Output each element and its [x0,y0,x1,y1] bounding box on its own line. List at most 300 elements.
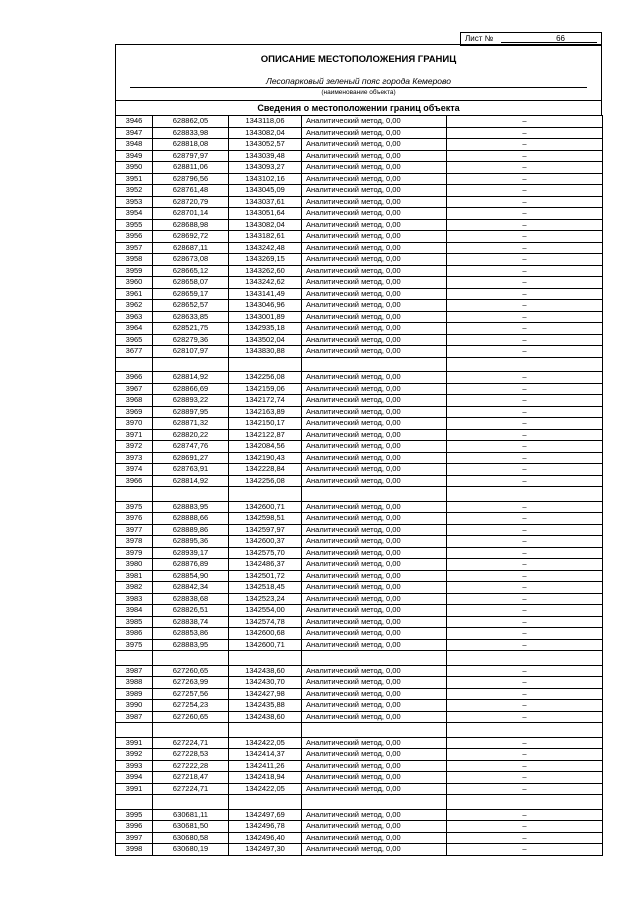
x-coordinate-cell: 628763,91 [153,464,229,476]
y-coordinate-cell: 1343182,61 [229,231,302,243]
method-cell: Аналитический метод, 0,00 [302,464,447,476]
table-row [116,418,603,430]
y-coordinate-cell: 1343082,04 [229,219,302,231]
table-row [116,593,603,605]
method-cell: Аналитический метод, 0,00 [302,162,447,174]
x-coordinate-cell: 627260,65 [153,665,229,677]
method-cell: Аналитический метод, 0,00 [302,311,447,323]
y-coordinate-cell: 1342422,05 [229,737,302,749]
table-row [116,547,603,559]
x-coordinate-cell: 627260,65 [153,711,229,723]
coordinates-table [115,115,603,856]
method-cell: Аналитический метод, 0,00 [302,231,447,243]
point-number-cell: 3995 [116,809,153,821]
y-coordinate-cell: 1342600,68 [229,628,302,640]
remark-cell: – [447,173,603,185]
x-coordinate-cell: 628897,95 [153,406,229,418]
y-coordinate-cell: 1343242,62 [229,277,302,289]
y-coordinate-cell: 1342256,08 [229,372,302,384]
method-cell: Аналитический метод, 0,00 [302,116,447,128]
point-number-cell: 3953 [116,196,153,208]
x-coordinate-cell: 628853,86 [153,628,229,640]
x-coordinate-cell: 628687,11 [153,242,229,254]
table-row [116,513,603,525]
remark-cell: – [447,395,603,407]
x-coordinate-cell: 627224,71 [153,783,229,795]
y-coordinate-cell: 1342935,18 [229,323,302,335]
remark-cell: – [447,242,603,254]
method-cell [302,651,447,666]
table-row [116,677,603,689]
method-cell: Аналитический метод, 0,00 [302,677,447,689]
point-number-cell: 3960 [116,277,153,289]
method-cell: Аналитический метод, 0,00 [302,429,447,441]
point-number-cell: 3967 [116,383,153,395]
table-row [116,559,603,571]
method-cell: Аналитический метод, 0,00 [302,323,447,335]
y-coordinate-cell: 1343262,60 [229,265,302,277]
y-coordinate-cell: 1343102,16 [229,173,302,185]
point-number-cell: 3947 [116,127,153,139]
table-row [116,711,603,723]
method-cell: Аналитический метод, 0,00 [302,772,447,784]
method-cell: Аналитический метод, 0,00 [302,593,447,605]
remark-cell: – [447,677,603,689]
remark-cell: – [447,593,603,605]
table-row [116,570,603,582]
y-coordinate-cell: 1343093,27 [229,162,302,174]
point-number-cell: 3972 [116,441,153,453]
x-coordinate-cell: 628673,08 [153,254,229,266]
method-cell: Аналитический метод, 0,00 [302,265,447,277]
x-coordinate-cell: 628720,79 [153,196,229,208]
y-coordinate-cell: 1342600,71 [229,639,302,651]
x-coordinate-cell [153,357,229,372]
point-number-cell [116,723,153,738]
x-coordinate-cell: 628665,12 [153,265,229,277]
method-cell: Аналитический метод, 0,00 [302,452,447,464]
x-coordinate-cell: 628826,51 [153,605,229,617]
table-row [116,760,603,772]
table-row [116,196,603,208]
method-cell: Аналитический метод, 0,00 [302,605,447,617]
table-row [116,475,603,487]
x-coordinate-cell: 628883,95 [153,501,229,513]
remark-cell: – [447,616,603,628]
separator-row [116,723,603,738]
point-number-cell: 3983 [116,593,153,605]
y-coordinate-cell: 1342172,74 [229,395,302,407]
x-coordinate-cell [153,487,229,502]
point-number-cell: 3955 [116,219,153,231]
point-number-cell [116,651,153,666]
remark-cell: – [447,772,603,784]
x-coordinate-cell: 630680,19 [153,844,229,856]
table-row [116,300,603,312]
remark-cell: – [447,783,603,795]
x-coordinate-cell: 628701,14 [153,208,229,220]
remark-cell [447,357,603,372]
remark-cell: – [447,605,603,617]
method-cell [302,723,447,738]
x-coordinate-cell: 627222,28 [153,760,229,772]
point-number-cell: 3991 [116,737,153,749]
point-number-cell: 3961 [116,288,153,300]
remark-cell [447,651,603,666]
point-number-cell: 3957 [116,242,153,254]
x-coordinate-cell: 628866,69 [153,383,229,395]
y-coordinate-cell: 1342600,37 [229,536,302,548]
remark-cell [447,723,603,738]
table-row [116,783,603,795]
point-number-cell: 3988 [116,677,153,689]
sheet-number-underline [501,42,597,43]
table-row [116,429,603,441]
method-cell: Аналитический метод, 0,00 [302,346,447,358]
x-coordinate-cell: 628814,92 [153,372,229,384]
y-coordinate-cell: 1343269,15 [229,254,302,266]
method-cell: Аналитический метод, 0,00 [302,749,447,761]
x-coordinate-cell: 630680,58 [153,832,229,844]
table-row [116,277,603,289]
method-cell: Аналитический метод, 0,00 [302,173,447,185]
remark-cell: – [447,429,603,441]
y-coordinate-cell: 1343001,89 [229,311,302,323]
x-coordinate-cell: 627254,23 [153,700,229,712]
y-coordinate-cell: 1342190,43 [229,452,302,464]
point-number-cell: 3952 [116,185,153,197]
x-coordinate-cell: 627257,56 [153,688,229,700]
method-cell: Аналитический метод, 0,00 [302,760,447,772]
remark-cell [447,487,603,502]
y-coordinate-cell: 1343242,48 [229,242,302,254]
remark-cell: – [447,665,603,677]
remark-cell: – [447,277,603,289]
separator-row [116,795,603,810]
x-coordinate-cell: 628633,85 [153,311,229,323]
point-number-cell: 3975 [116,501,153,513]
y-coordinate-cell: 1342150,17 [229,418,302,430]
method-cell: Аналитический метод, 0,00 [302,809,447,821]
x-coordinate-cell [153,795,229,810]
method-cell: Аналитический метод, 0,00 [302,395,447,407]
x-coordinate-cell: 628688,98 [153,219,229,231]
method-cell: Аналитический метод, 0,00 [302,288,447,300]
table-row [116,665,603,677]
table-row [116,464,603,476]
x-coordinate-cell: 628854,90 [153,570,229,582]
x-coordinate-cell [153,651,229,666]
remark-cell: – [447,737,603,749]
method-cell: Аналитический метод, 0,00 [302,536,447,548]
remark-cell: – [447,311,603,323]
y-coordinate-cell: 1342501,72 [229,570,302,582]
y-coordinate-cell [229,487,302,502]
table-row [116,346,603,358]
y-coordinate-cell: 1342438,60 [229,665,302,677]
remark-cell: – [447,162,603,174]
remark-cell: – [447,844,603,856]
table-row [116,139,603,151]
y-coordinate-cell: 1343046,96 [229,300,302,312]
table-row [116,582,603,594]
point-number-cell: 3970 [116,418,153,430]
method-cell: Аналитический метод, 0,00 [302,441,447,453]
remark-cell: – [447,582,603,594]
point-number-cell: 3979 [116,547,153,559]
point-number-cell: 3973 [116,452,153,464]
method-cell: Аналитический метод, 0,00 [302,254,447,266]
x-coordinate-cell: 628876,89 [153,559,229,571]
y-coordinate-cell: 1342418,94 [229,772,302,784]
y-coordinate-cell: 1342411,26 [229,760,302,772]
table-row [116,536,603,548]
method-cell: Аналитический метод, 0,00 [302,277,447,289]
sheet-number: 66 [556,34,565,43]
table-row [116,185,603,197]
y-coordinate-cell: 1343118,06 [229,116,302,128]
point-number-cell: 3964 [116,323,153,335]
remark-cell: – [447,536,603,548]
y-coordinate-cell: 1342122,87 [229,429,302,441]
x-coordinate-cell: 628521,75 [153,323,229,335]
x-coordinate-cell: 628838,74 [153,616,229,628]
point-number-cell: 3980 [116,559,153,571]
x-coordinate-cell: 628652,57 [153,300,229,312]
remark-cell: – [447,185,603,197]
remark-cell: – [447,760,603,772]
y-coordinate-cell: 1342497,69 [229,809,302,821]
table-row [116,265,603,277]
x-coordinate-cell: 630681,50 [153,821,229,833]
table-row [116,323,603,335]
remark-cell: – [447,406,603,418]
y-coordinate-cell: 1342486,37 [229,559,302,571]
table-row [116,452,603,464]
x-coordinate-cell: 627218,47 [153,772,229,784]
point-number-cell: 3981 [116,570,153,582]
table-row [116,231,603,243]
y-coordinate-cell: 1342496,40 [229,832,302,844]
table-row [116,383,603,395]
remark-cell: – [447,628,603,640]
remark-cell: – [447,700,603,712]
remark-cell: – [447,832,603,844]
method-cell: Аналитический метод, 0,00 [302,547,447,559]
point-number-cell: 3949 [116,150,153,162]
y-coordinate-cell: 1342256,08 [229,475,302,487]
remark-cell: – [447,323,603,335]
method-cell [302,357,447,372]
x-coordinate-cell [153,723,229,738]
point-number-cell: 3950 [116,162,153,174]
coordinates-table-body [116,116,603,856]
point-number-cell: 3989 [116,688,153,700]
y-coordinate-cell: 1343045,09 [229,185,302,197]
point-number-cell: 3959 [116,265,153,277]
document-header [115,44,602,101]
method-cell: Аналитический метод, 0,00 [302,501,447,513]
method-cell: Аналитический метод, 0,00 [302,139,447,151]
point-number-cell: 3965 [116,334,153,346]
table-row [116,162,603,174]
remark-cell: – [447,196,603,208]
table-row [116,700,603,712]
x-coordinate-cell: 628691,27 [153,452,229,464]
point-number-cell: 3954 [116,208,153,220]
x-coordinate-cell: 628895,36 [153,536,229,548]
x-coordinate-cell: 628811,06 [153,162,229,174]
x-coordinate-cell: 628862,05 [153,116,229,128]
remark-cell: – [447,749,603,761]
point-number-cell [116,487,153,502]
table-row [116,150,603,162]
method-cell [302,795,447,810]
point-number-cell: 3984 [116,605,153,617]
remark-cell: – [447,288,603,300]
x-coordinate-cell: 628814,92 [153,475,229,487]
point-number-cell [116,795,153,810]
separator-row [116,487,603,502]
y-coordinate-cell [229,651,302,666]
remark-cell: – [447,809,603,821]
section-title: Сведения о местоположении границ объекта [115,100,602,115]
point-number-cell: 3997 [116,832,153,844]
point-number-cell: 3946 [116,116,153,128]
y-coordinate-cell [229,723,302,738]
method-cell: Аналитический метод, 0,00 [302,821,447,833]
remark-cell: – [447,265,603,277]
point-number-cell: 3991 [116,783,153,795]
point-number-cell: 3975 [116,639,153,651]
table-row [116,639,603,651]
table-row [116,809,603,821]
x-coordinate-cell: 628833,98 [153,127,229,139]
remark-cell: – [447,547,603,559]
y-coordinate-cell: 1342414,37 [229,749,302,761]
remark-cell: – [447,219,603,231]
x-coordinate-cell: 628692,72 [153,231,229,243]
point-number-cell: 3986 [116,628,153,640]
y-coordinate-cell: 1342427,98 [229,688,302,700]
table-row [116,821,603,833]
table-row [116,749,603,761]
table-row [116,406,603,418]
y-coordinate-cell: 1343039,48 [229,150,302,162]
method-cell: Аналитический метод, 0,00 [302,513,447,525]
point-number-cell: 3987 [116,665,153,677]
y-coordinate-cell: 1342497,30 [229,844,302,856]
method-cell: Аналитический метод, 0,00 [302,475,447,487]
point-number-cell: 3998 [116,844,153,856]
point-number-cell: 3969 [116,406,153,418]
x-coordinate-cell: 628888,66 [153,513,229,525]
method-cell: Аналитический метод, 0,00 [302,196,447,208]
x-coordinate-cell: 628279,36 [153,334,229,346]
y-coordinate-cell: 1342435,88 [229,700,302,712]
x-coordinate-cell: 628659,17 [153,288,229,300]
point-number-cell: 3968 [116,395,153,407]
x-coordinate-cell: 630681,11 [153,809,229,821]
table-row [116,288,603,300]
method-cell: Аналитический метод, 0,00 [302,524,447,536]
x-coordinate-cell: 627263,99 [153,677,229,689]
point-number-cell: 3966 [116,372,153,384]
remark-cell: – [447,346,603,358]
point-number-cell: 3987 [116,711,153,723]
table-row [116,832,603,844]
table-row [116,311,603,323]
object-name-underline [130,87,587,88]
point-number-cell: 3958 [116,254,153,266]
y-coordinate-cell [229,795,302,810]
x-coordinate-cell: 628883,95 [153,639,229,651]
method-cell: Аналитический метод, 0,00 [302,639,447,651]
method-cell: Аналитический метод, 0,00 [302,700,447,712]
method-cell: Аналитический метод, 0,00 [302,582,447,594]
point-number-cell: 3963 [116,311,153,323]
method-cell: Аналитический метод, 0,00 [302,185,447,197]
separator-row [116,357,603,372]
table-row [116,688,603,700]
x-coordinate-cell: 627224,71 [153,737,229,749]
method-cell: Аналитический метод, 0,00 [302,665,447,677]
method-cell: Аналитический метод, 0,00 [302,334,447,346]
table-row [116,605,603,617]
remark-cell: – [447,418,603,430]
y-coordinate-cell: 1342597,97 [229,524,302,536]
x-coordinate-cell: 628761,48 [153,185,229,197]
method-cell: Аналитический метод, 0,00 [302,208,447,220]
object-name-caption: (наименование объекта) [321,89,396,96]
y-coordinate-cell: 1342084,56 [229,441,302,453]
y-coordinate-cell: 1342422,05 [229,783,302,795]
x-coordinate-cell: 628871,32 [153,418,229,430]
table-row [116,127,603,139]
method-cell: Аналитический метод, 0,00 [302,406,447,418]
y-coordinate-cell: 1342574,78 [229,616,302,628]
point-number-cell: 3962 [116,300,153,312]
table-row [116,441,603,453]
method-cell: Аналитический метод, 0,00 [302,628,447,640]
x-coordinate-cell: 628838,68 [153,593,229,605]
y-coordinate-cell: 1342228,84 [229,464,302,476]
point-number-cell: 3951 [116,173,153,185]
table-row [116,334,603,346]
table-row [116,844,603,856]
y-coordinate-cell: 1342600,71 [229,501,302,513]
method-cell: Аналитический метод, 0,00 [302,570,447,582]
method-cell: Аналитический метод, 0,00 [302,559,447,571]
table-row [116,772,603,784]
separator-row [116,651,603,666]
remark-cell: – [447,513,603,525]
x-coordinate-cell: 627228,53 [153,749,229,761]
remark-cell: – [447,570,603,582]
x-coordinate-cell: 628107,97 [153,346,229,358]
point-number-cell: 3992 [116,749,153,761]
y-coordinate-cell: 1342598,51 [229,513,302,525]
x-coordinate-cell: 628747,76 [153,441,229,453]
method-cell: Аналитический метод, 0,00 [302,372,447,384]
point-number-cell: 3948 [116,139,153,151]
x-coordinate-cell: 628658,07 [153,277,229,289]
table-row [116,219,603,231]
x-coordinate-cell: 628893,22 [153,395,229,407]
point-number-cell: 3985 [116,616,153,628]
remark-cell: – [447,452,603,464]
point-number-cell: 3966 [116,475,153,487]
